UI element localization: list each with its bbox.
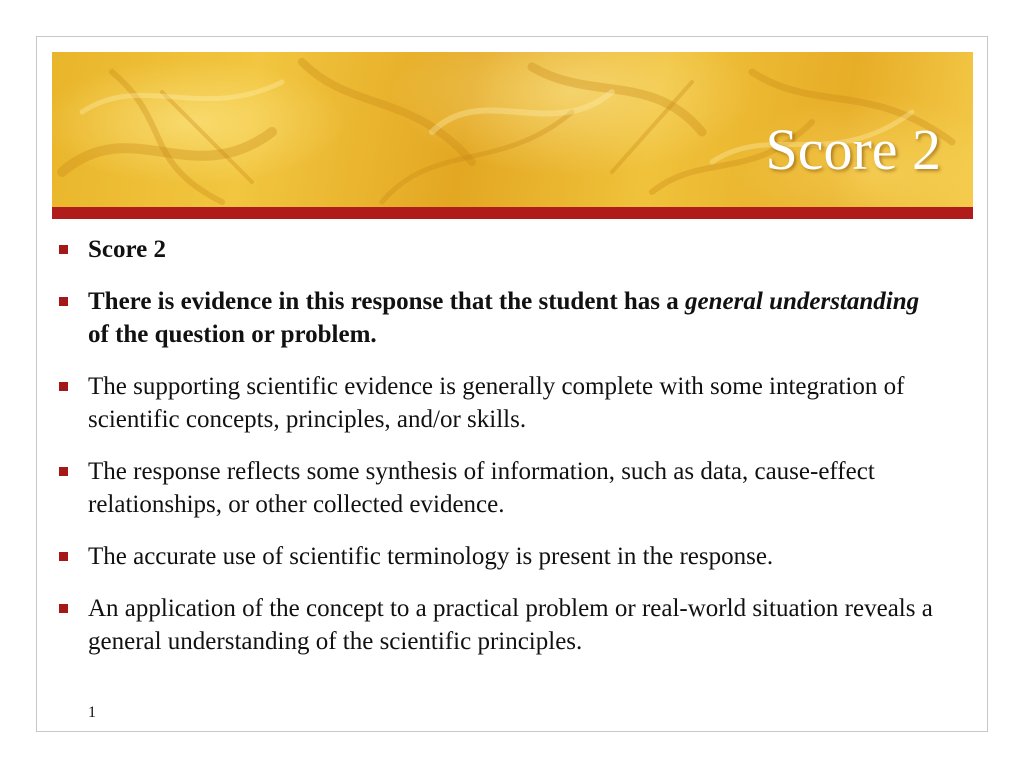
slide-content [55, 233, 935, 677]
bullet-text-tail: of the question or problem. [88, 321, 377, 348]
square-bullet-icon [59, 467, 68, 476]
square-bullet-icon [59, 382, 68, 391]
bullet-text: The supporting scientific evidence is generally complete with some integration of scientific concepts, principles, and/or skills. [88, 373, 905, 433]
square-bullet-icon [59, 245, 68, 254]
bullet-item [55, 592, 935, 658]
slide-page-number: 1 [88, 704, 96, 721]
bullet-list [55, 233, 935, 658]
slide-title: Score 2 [765, 117, 941, 182]
square-bullet-icon [59, 604, 68, 613]
title-accent-bar [52, 207, 973, 219]
bullet-text-emphasis: general understanding [685, 288, 920, 315]
bullet-item [55, 285, 935, 351]
bullet-item [55, 370, 935, 436]
bullet-text: Score 2 [88, 236, 166, 263]
bullet-text: The response reflects some synthesis of information, such as data, cause-effect relationships, or other collected evidence. [88, 458, 875, 518]
bullet-text: The accurate use of scientific terminology is present in the response. [88, 543, 774, 570]
bullet-text-lead: There is evidence in this response that the student has a [88, 288, 686, 315]
bullet-item [55, 540, 935, 573]
slide-frame [36, 36, 988, 732]
bullet-text: An application of the concept to a practical problem or real-world situation reveals a general understanding of the scientific principles. [88, 595, 933, 655]
bullet-item [55, 455, 935, 521]
square-bullet-icon [59, 297, 68, 306]
bullet-item [55, 233, 935, 266]
title-banner [52, 52, 973, 207]
square-bullet-icon [59, 552, 68, 561]
